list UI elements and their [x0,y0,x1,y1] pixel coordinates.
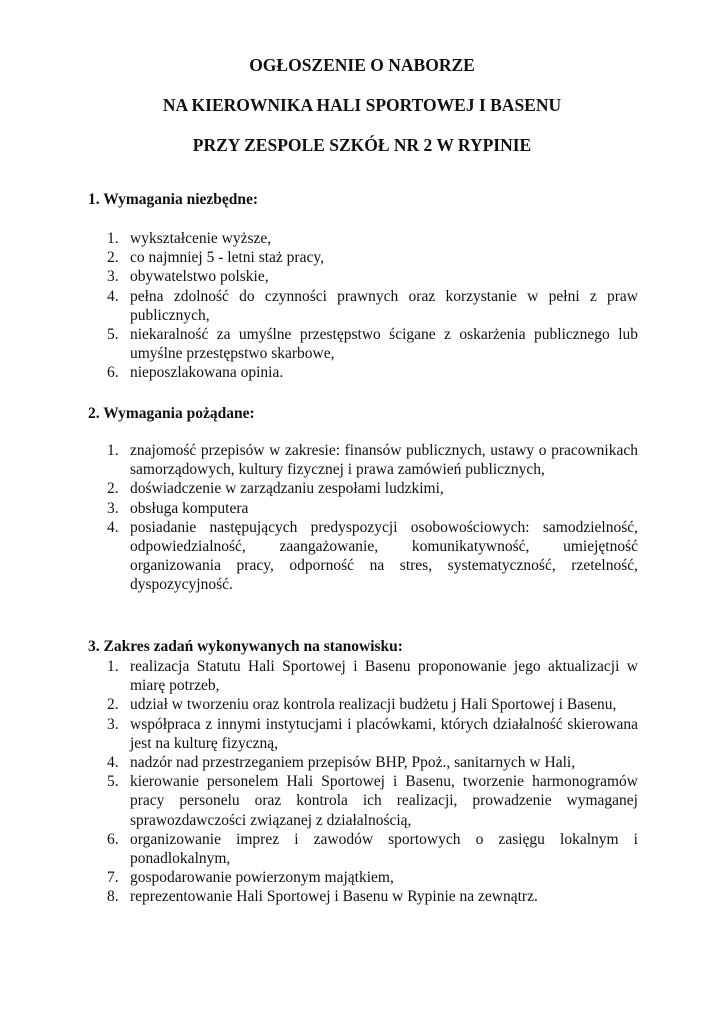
item-text: gospodarowanie powierzonym majątkiem, [130,869,394,887]
list-item [0,479,638,498]
list-item [0,363,638,382]
list-item [0,248,638,267]
title-line-3: PRZY ZESPOLE SZKÓŁ NR 2 W RYPINIE [192,135,532,155]
item-text: co najmniej 5 - letni staż pracy, [130,249,324,267]
list-item [0,441,638,479]
item-number: 2. [107,249,119,267]
item-number: 1. [107,230,119,247]
list-item [0,830,638,868]
list-item [0,887,638,906]
list-item [0,868,638,887]
list-item [0,715,638,753]
list-item [0,518,638,595]
section-heading-required: 1. Wymagania niezbędne: [88,191,259,208]
item-text: wykształcenie wyższe, [130,230,272,247]
title-line-1: OGŁOSZENIE O NABORZE [249,55,475,75]
item-number: 8. [107,888,119,906]
item-text: posiadanie następujących predyspozycji osobowościowych: samodzielność, odpowiedzialność, zaangażowanie, komunikatywność, umiejętność organizowania pracy, odporność na stres, systematyczność, rzetelność, dyspozycyjność. [130,518,638,594]
item-number: 6. [107,364,119,382]
item-number: 4. [107,287,119,305]
list-item [0,772,638,830]
item-text: organizowanie imprez i zawodów sportowych o zasięgu lokalnym i ponadlokalnym, [130,830,638,868]
item-text: nadzór nad przestrzeganiem przepisów BHP, Ppoż., sanitarnych w Hali, [130,754,576,772]
item-number: 2. [107,696,119,714]
duties-list [0,657,638,907]
item-number: 4. [107,518,119,536]
item-text: obsługa komputera [130,499,249,517]
list-item [0,753,638,772]
list-item [0,229,638,248]
item-number: 6. [107,830,119,848]
item-text: niekaralność za umyślne przestępstwo ścigane z oskarżenia publicznego lub umyślne przestępstwo skarbowe, [130,326,638,363]
item-text: obywatelstwo polskie, [130,268,269,286]
list-item [0,499,638,518]
item-text: kierowanie personelem Hali Sportowej i Basenu, tworzenie harmonogramów pracy personelu oraz kontrola ich realizacji, prowadzenie wymaganej sprawozdawczości związanej z działalnością, [130,773,638,829]
title-line-2: NA KIEROWNIKA HALI SPORTOWEJ I BASENU [162,95,562,115]
list-item [0,657,638,695]
item-number: 2. [107,480,119,498]
item-text: znajomość przepisów w zakresie: finansów publicznych, ustawy o pracownikach samorządowych, kultury fizycznej i prawa zamówień publicznych, [130,442,638,479]
item-text: doświadczenie w zarządzaniu zespołami ludzkimi, [130,480,444,498]
item-text: współpraca z innymi instytucjami i placówkami, których działalność skierowana jest na kulturę fizyczną, [130,715,638,752]
list-item [0,325,638,363]
item-text: pełna zdolność do czynności prawnych oraz korzystanie w pełni z praw publicznych, [130,287,638,324]
item-number: 1. [107,658,119,675]
item-number: 3. [107,715,119,733]
item-number: 3. [107,499,119,517]
desired-list [0,441,638,595]
item-number: 1. [107,442,119,459]
list-item [0,267,638,286]
item-text: realizacja Statutu Hali Sportowej i Basenu proponowanie jego aktualizacji w miarę potrzeb, [130,658,638,695]
item-text: udział w tworzeniu oraz kontrola realizacji budżetu j Hali Sportowej i Basenu, [130,696,617,714]
required-list [0,229,638,383]
item-number: 5. [107,773,119,791]
item-text: reprezentowanie Hali Sportowej i Basenu w Rypinie na zewnątrz. [130,888,538,906]
section-heading-duties: 3. Zakres zadań wykonywanych na stanowisku: [88,638,403,655]
item-number: 3. [107,268,119,286]
item-text: nieposzlakowana opinia. [130,364,284,382]
list-item [0,695,638,714]
list-item [0,287,638,325]
item-number: 5. [107,326,119,344]
item-number: 7. [107,869,119,887]
section-heading-desired: 2. Wymagania pożądane: [88,405,255,422]
item-number: 4. [107,754,119,772]
